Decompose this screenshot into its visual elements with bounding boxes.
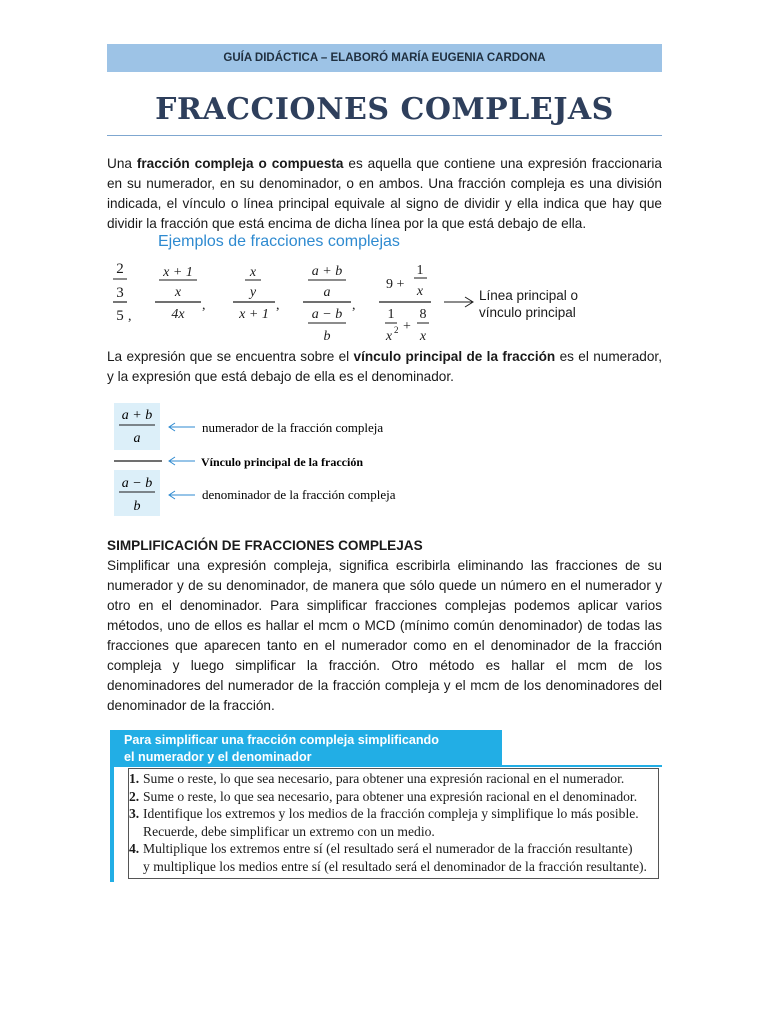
example-fraction-3: [233, 265, 280, 322]
ex5-b1-exponent: 2: [394, 325, 399, 335]
ex5-b2-numerator: 8: [419, 307, 427, 322]
examples-heading: Ejemplos de fracciones complejas: [158, 233, 400, 250]
section-body: Simplificar una expresión compleja, significa escribirla eliminando las fracciones de su numerador y de su denominador, de manera que sólo quede un número en el numerador y otro en el denominador. Para simplificar fracciones complejas podemos aplicar varios métodos, uno de ellos es hallar el mcm o MCD (mínimo común denominador) de todas las fracciones que aparecen tanto en el numerador como en el denominador de la fracción compleja y luego simplificar la fracción. Otro método es hallar el mcm de los denominadores del numerador de la fracción compleja y el mcm de los denominadores del denominador de la fracción.: [107, 558, 662, 713]
ex3-middle: y: [249, 285, 257, 300]
intro-paragraph: [107, 154, 662, 234]
arrow-label-line-1: Línea principal o: [479, 288, 579, 303]
title-underline: [107, 135, 662, 136]
vinculo-arrow-icon: [169, 457, 195, 465]
vinculo-bold-term: vínculo principal de la fracción: [353, 349, 556, 364]
vinculo-text-start: La expresión que se encuentra sobre el: [107, 349, 354, 364]
step-continuation: Recuerde, debe simplificar un extremo con un medio.: [143, 823, 435, 839]
ex5-top-denominator: x: [416, 284, 424, 299]
intro-text-end: es aquella que contiene una expresión fraccionaria en su numerador, en su denominador, o en ambos. Una fracción compleja es una división indicada, el vínculo o línea principal equivale al signo de dividir y ella indica que hay que dividir la fracción que está encima de dicha línea por la que está debajo de ella.: [107, 156, 662, 231]
ex5-top-numerator: 1: [416, 263, 424, 278]
ex5-integer: 9 +: [386, 277, 405, 292]
procedure-step: [129, 770, 659, 788]
step-text: Multiplique los extremos entre sí (el resultado será el numerador de la fracción resultante): [143, 841, 633, 857]
ex1-middle: 3: [116, 285, 124, 301]
step-number: 4.: [129, 841, 140, 857]
ex4-denominator-bottom: b: [323, 329, 331, 344]
step-continuation: y multiplique los medios entre sí (el resultado será el denominador de la fracción resultante).: [143, 858, 647, 874]
parts-denominator-bottom: b: [133, 499, 141, 514]
procedure-header-line-1: Para simplificar una fracción compleja simplificando: [124, 733, 439, 747]
ex4-denominator-top: a − b: [311, 307, 343, 322]
procedure-header-line-2: el numerador y el denominador: [124, 750, 312, 764]
ex1-denominator: 5: [116, 308, 124, 324]
ex2-numerator-bottom: x: [174, 285, 182, 300]
ex3-numerator: x: [249, 265, 257, 280]
ex2-denominator: 4x: [171, 307, 185, 322]
examples-figure: [107, 256, 667, 346]
procedure-step: [129, 788, 659, 806]
example-fraction-2: [155, 265, 206, 322]
ex4-numerator-bottom: a: [323, 285, 331, 300]
ex4-separator: ,: [352, 298, 356, 313]
procedure-steps: [129, 770, 659, 876]
procedure-step: [129, 805, 659, 840]
arrow-label-line-2: vínculo principal: [479, 305, 576, 320]
ex5-b1-numerator: 1: [387, 307, 395, 322]
header-text: GUÍA DIDÁCTICA – ELABORÓ MARÍA EUGENIA CARDONA: [223, 52, 546, 64]
step-number: 2.: [129, 788, 140, 804]
step-text: Sume o reste, lo que sea necesario, para obtener una expresión racional en el denominador.: [143, 788, 638, 804]
intro-bold-term: fracción compleja o compuesta: [136, 156, 344, 171]
ex3-separator: ,: [276, 298, 280, 313]
step-number: 1.: [129, 771, 140, 786]
vinculo-paragraph: [107, 347, 662, 387]
ex5-b2-denominator: x: [419, 329, 427, 344]
parts-numerator-top: a + b: [121, 408, 153, 423]
parts-denominator-top: a − b: [121, 476, 153, 491]
example-fraction-4: [303, 264, 356, 344]
page-title: FRACCIONES COMPLEJAS: [155, 92, 614, 127]
fraction-parts-diagram: [107, 400, 427, 520]
procedure-box-header: [110, 730, 502, 767]
ex5-b1-denominator: x: [385, 329, 393, 344]
section-title: SIMPLIFICACIÓN DE FRACCIONES COMPLEJAS: [107, 538, 423, 553]
arrow-icon: [444, 297, 473, 307]
ex1-separator: ,: [128, 309, 132, 324]
ex1-numerator: 2: [116, 261, 124, 277]
vinculo-label: Vínculo principal de la fracción: [201, 455, 363, 469]
ex2-separator: ,: [202, 298, 206, 313]
ex3-denominator: x + 1: [239, 307, 269, 322]
denominator-arrow-icon: [169, 491, 195, 499]
example-fraction-5: [379, 263, 431, 344]
denominator-label: denominador de la fracción compleja: [202, 487, 396, 502]
ex5-plus: +: [403, 319, 411, 334]
procedure-step: [129, 840, 659, 875]
intro-text-start: Una: [107, 156, 137, 171]
step-number: 3.: [129, 806, 140, 822]
example-fraction-1: [113, 261, 132, 324]
numerator-label: numerador de la fracción compleja: [202, 420, 384, 435]
vinculo-text-end: es el numerador, y la expresión que está debajo de ella es el denominador.: [107, 349, 662, 384]
ex2-numerator-top: x + 1: [163, 265, 193, 280]
header-bar: [107, 44, 662, 72]
numerator-arrow-icon: [169, 423, 195, 431]
ex4-numerator-top: a + b: [311, 264, 343, 279]
parts-numerator-bottom: a: [133, 431, 141, 446]
step-text: Identifique los extremos y los medios de la fracción compleja y simplifique lo más posible.: [143, 806, 639, 822]
step-text: Sume o reste, lo que sea necesario, para obtener una expresión racional en el numerador.: [143, 771, 625, 786]
